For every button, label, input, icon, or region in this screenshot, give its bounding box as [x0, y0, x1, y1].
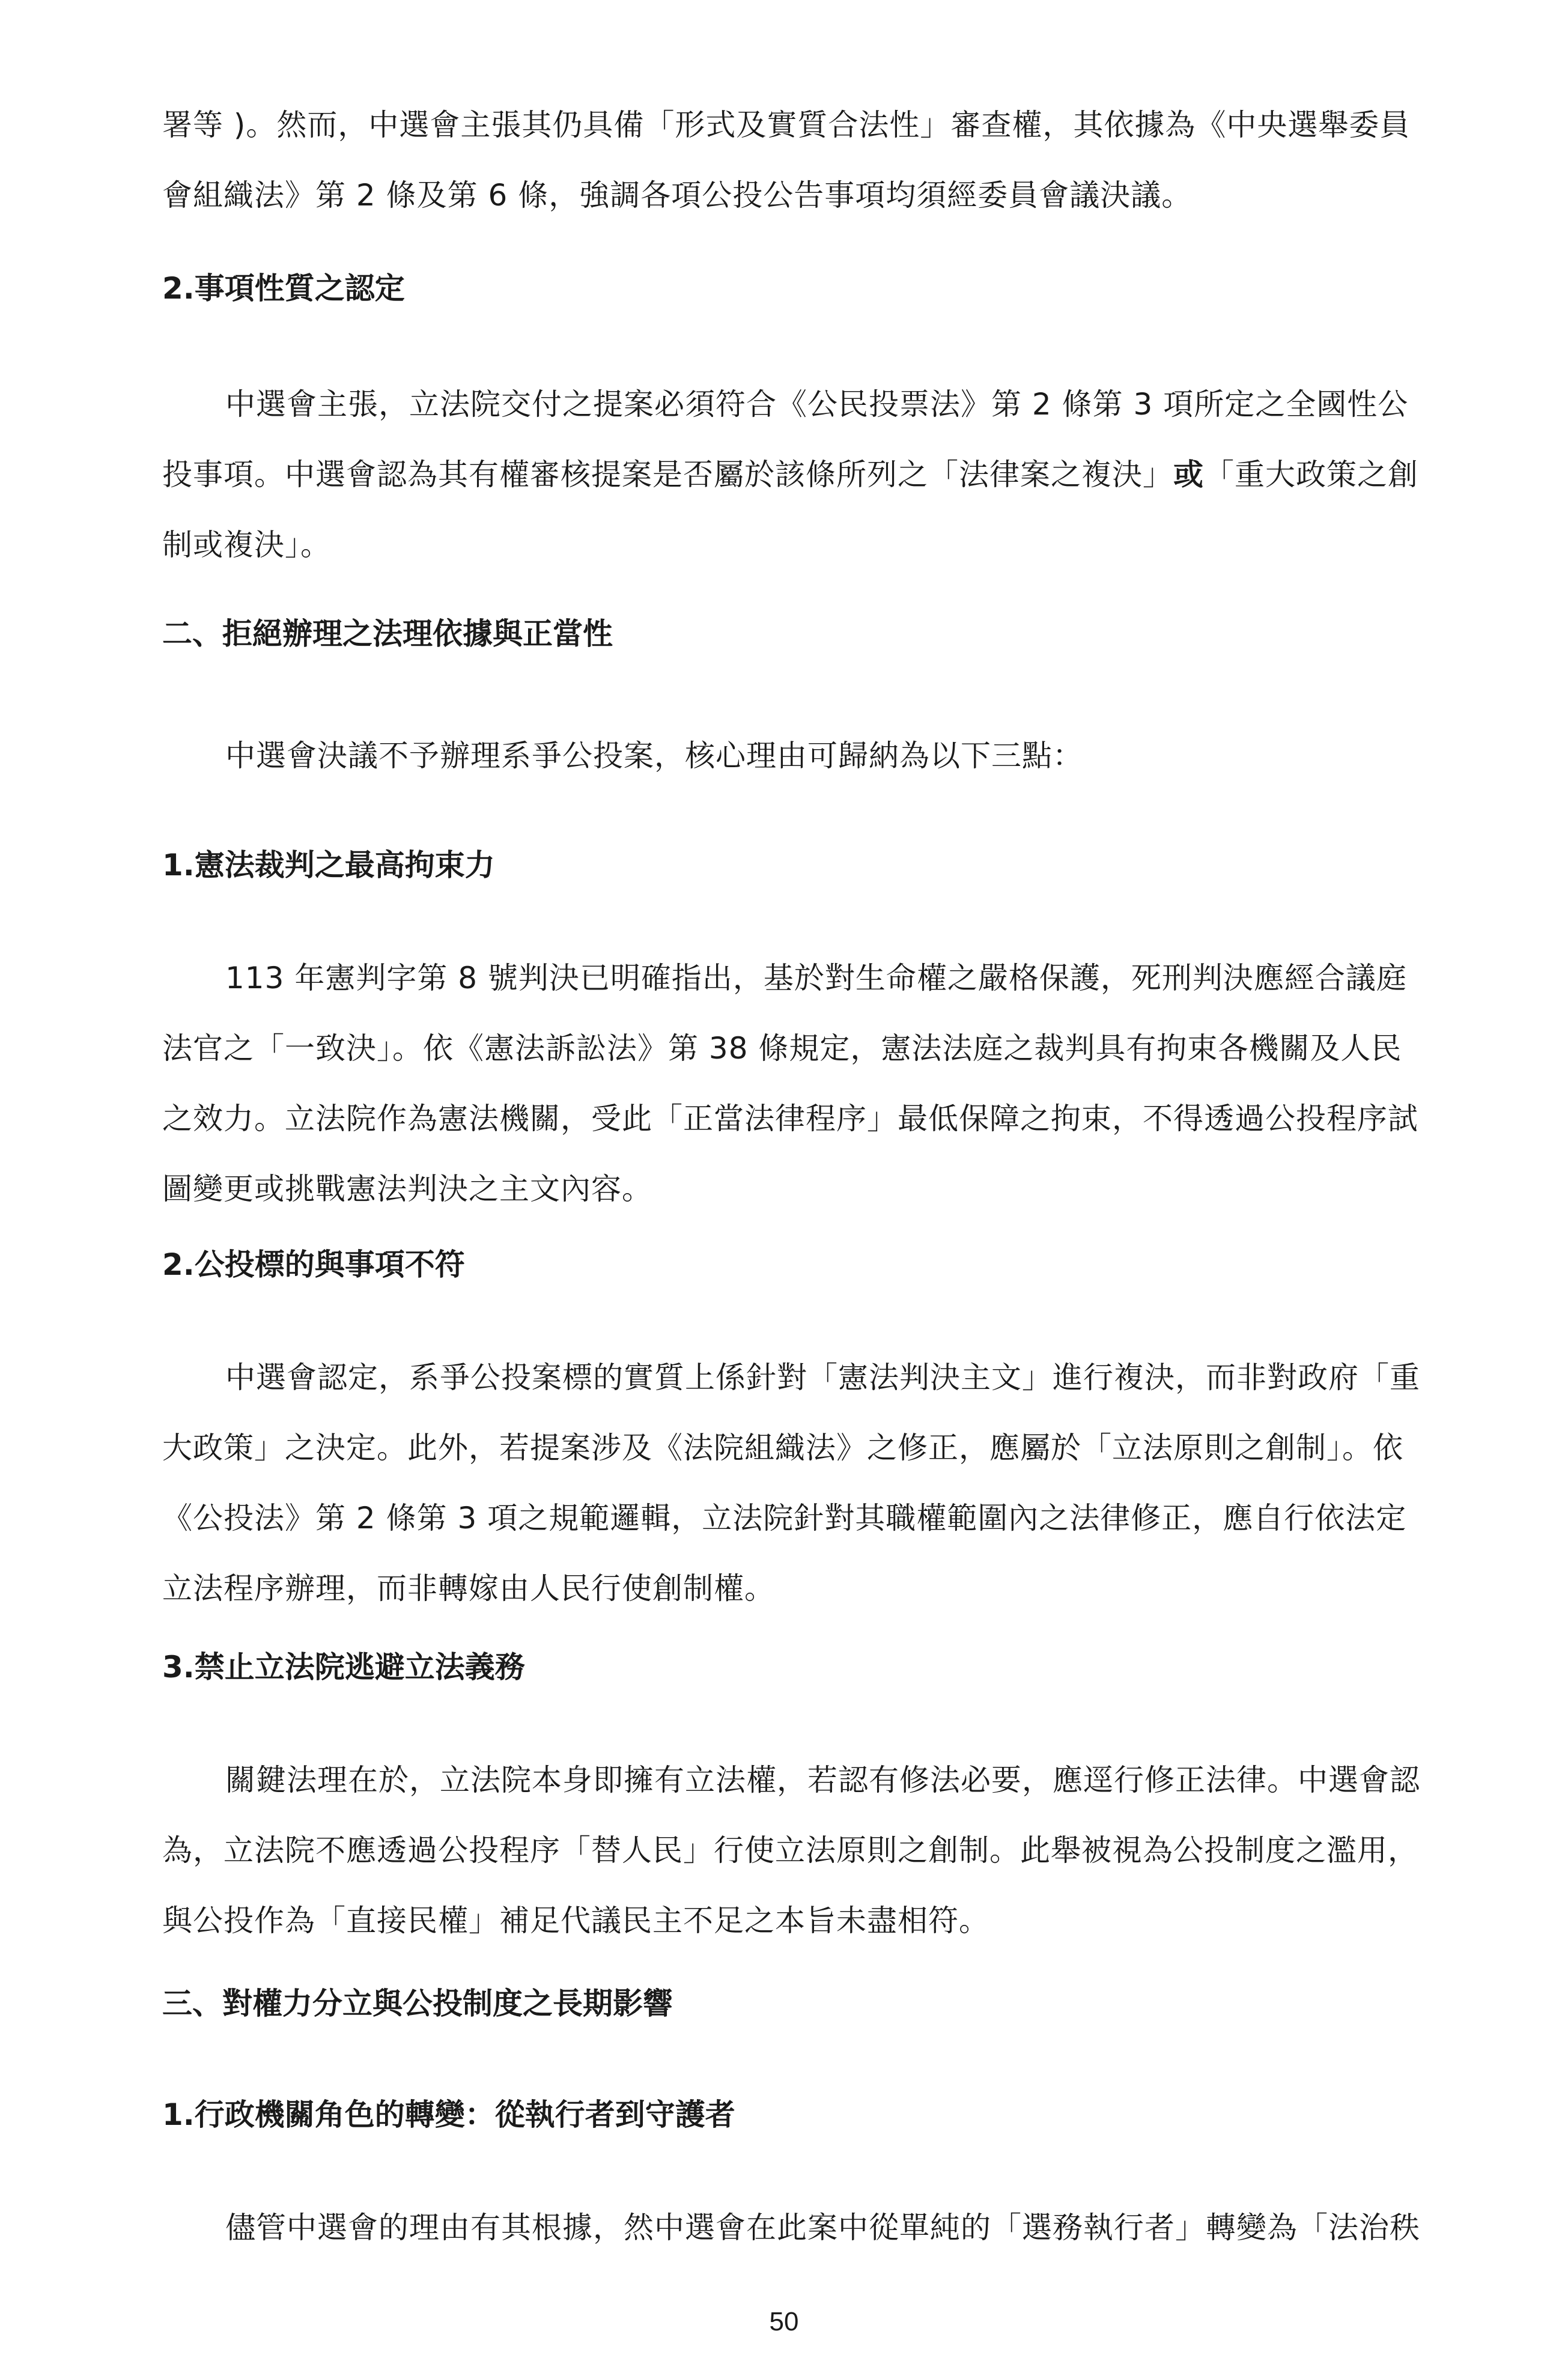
text-line: 為，立法院不應透過公投程序「替人民」行使立法原則之創制。此舉被視為公投制度之濫用，: [162, 1833, 1418, 1868]
text-line: 與公投作為「直接民權」補足代議民主不足之本旨未盡相符。: [162, 1903, 989, 1938]
text-line: 中選會認定，系爭公投案標的實質上係針對「憲法判決主文」進行複決，而非對政府「重: [225, 1360, 1420, 1395]
section-heading: 3.禁止立法院逃避立法義務: [162, 1650, 525, 1685]
text-line: 會組織法》第 2 條及第 6 條，強調各項公投公告事項均須經委員會議決議。: [162, 178, 1193, 213]
text-line: 儘管中選會的理由有其根據，然中選會在此案中從單純的「選務執行者」轉變為「法治秩: [225, 2210, 1420, 2245]
heading-point3: [162, 1643, 1448, 1691]
page-number: 50: [769, 2307, 799, 2336]
text-fragment: 「重大政策之創: [1204, 457, 1418, 492]
section-heading: 1.憲法裁判之最高拘束力: [162, 848, 495, 883]
bold-fragment: 或: [1173, 457, 1204, 492]
text-line: 中選會決議不予辦理系爭公投案，核心理由可歸納為以下三點：: [225, 738, 1083, 773]
text-line: 法官之「一致決」。依《憲法訴訟法》第 38 條規定，憲法法庭之裁判具有拘束各機關及人民: [162, 1031, 1402, 1066]
text-line: 113 年憲判字第 8 號判決已明確指出，基於對生命權之嚴格保護，死刑判決應經合議庭: [225, 961, 1407, 995]
text-line: 圖變更或挑戰憲法判決之主文內容。: [162, 1171, 652, 1206]
sub31-paragraph: [162, 2193, 1448, 2263]
text-line: 中選會主張，立法院交付之提案必須符合《公民投票法》第 2 條第 3 項所定之全國性公: [225, 387, 1409, 422]
heading-nature: [162, 264, 1448, 312]
intro-paragraph: [162, 90, 1448, 231]
text-line: 之效力。立法院作為憲法機關，受此「正當法律程序」最低保障之拘束，不得透過公投程序試: [162, 1101, 1418, 1136]
text-line: 大政策」之決定。此外，若提案涉及《法院組織法》之修正，應屬於「立法原則之創制」。依: [162, 1430, 1403, 1465]
heading-section2: [162, 610, 1448, 658]
section-heading: 二、拒絕辦理之法理依據與正當性: [162, 616, 613, 651]
text-line: 立法程序辦理，而非轉嫁由人民行使創制權。: [162, 1571, 775, 1606]
point1-paragraph: [162, 943, 1448, 1224]
section-heading: 三、對權力分立與公投制度之長期影響: [162, 1986, 673, 2021]
section-heading: 1.行政機關角色的轉變：從執行者到守護者: [162, 2097, 735, 2132]
text-line: [162, 440, 1448, 510]
text-line: 制或複決」。: [162, 527, 331, 562]
text-line: 署等 )。然而，中選會主張其仍具備「形式及實質合法性」審查權，其依據為《中央選舉委員: [162, 108, 1411, 142]
point3-paragraph: [162, 1745, 1448, 1956]
point2-paragraph: [162, 1343, 1448, 1624]
section-heading: 2.公投標的與事項不符: [162, 1247, 465, 1282]
heading-point1: [162, 841, 1448, 889]
text-fragment: 投事項。中選會認為其有權審核提案是否屬於該條所列之「法律案之複決」: [162, 457, 1173, 492]
heading-section3: [162, 1980, 1448, 2028]
heading-sub31: [162, 2091, 1448, 2139]
heading-point2: [162, 1241, 1448, 1289]
text-line: 《公投法》第 2 條第 3 項之規範邏輯，立法院針對其職權範圍內之法律修正，應自行依法定: [162, 1501, 1407, 1536]
text-line: 關鍵法理在於，立法院本身即擁有立法權，若認有修法必要，應逕行修正法律。中選會認: [225, 1763, 1420, 1797]
section-heading: 2.事項性質之認定: [162, 271, 405, 306]
nature-paragraph: [162, 369, 1448, 580]
section2-paragraph: [162, 721, 1448, 791]
